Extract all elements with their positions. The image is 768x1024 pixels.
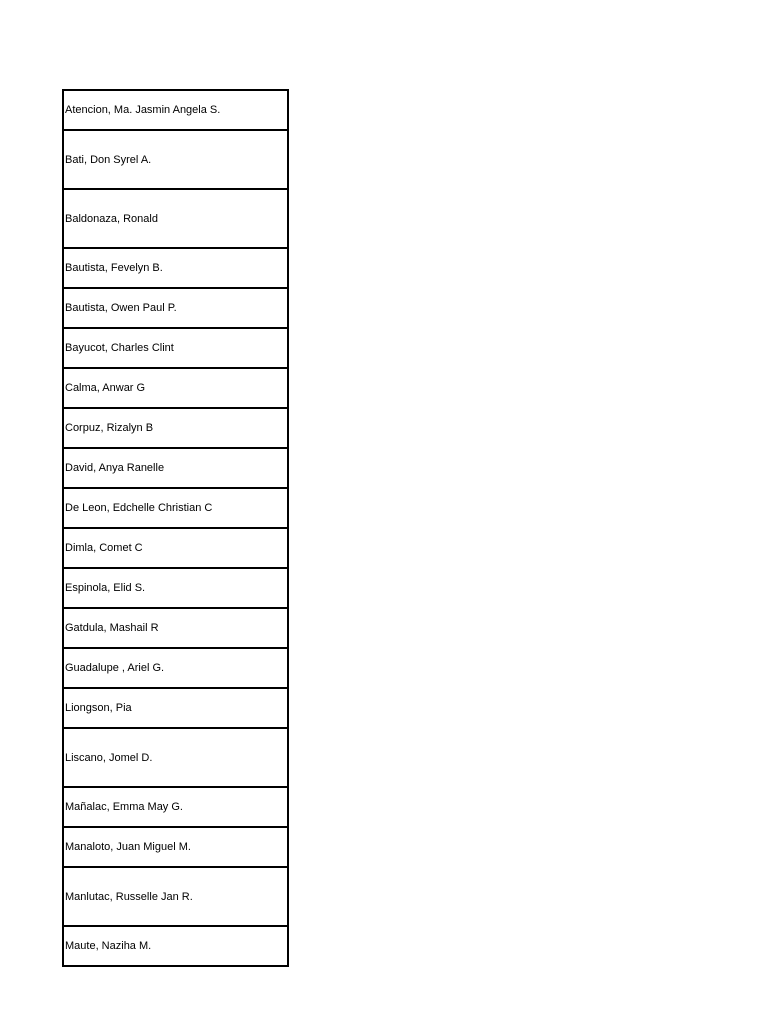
name-cell: Espinola, Elid S. [63, 568, 288, 608]
table-row [63, 90, 288, 130]
table-row [63, 288, 288, 328]
table-row [63, 568, 288, 608]
table-row [63, 248, 288, 288]
name-cell: David, Anya Ranelle [63, 448, 288, 488]
name-cell: Manlutac, Russelle Jan R. [63, 867, 288, 926]
table-row [63, 189, 288, 248]
name-cell: Dimla, Comet C [63, 528, 288, 568]
name-cell: De Leon, Edchelle Christian C [63, 488, 288, 528]
name-cell: Atencion, Ma. Jasmin Angela S. [63, 90, 288, 130]
table-row [63, 688, 288, 728]
name-cell: Gatdula, Mashail R [63, 608, 288, 648]
table-row [63, 488, 288, 528]
table-row [63, 926, 288, 966]
table-row [63, 827, 288, 867]
name-cell: Maute, Naziha M. [63, 926, 288, 966]
table-row [63, 408, 288, 448]
name-cell: Guadalupe , Ariel G. [63, 648, 288, 688]
table-row [63, 648, 288, 688]
name-cell: Bayucot, Charles Clint [63, 328, 288, 368]
name-cell: Corpuz, Rizalyn B [63, 408, 288, 448]
table-row [63, 728, 288, 787]
name-table [62, 89, 289, 967]
table-row [63, 867, 288, 926]
table-row [63, 130, 288, 189]
table-row [63, 608, 288, 648]
table-row [63, 448, 288, 488]
name-table-container [62, 89, 289, 952]
name-cell: Bautista, Fevelyn B. [63, 248, 288, 288]
table-row [63, 328, 288, 368]
name-cell: Liongson, Pia [63, 688, 288, 728]
table-row [63, 368, 288, 408]
name-cell: Manaloto, Juan Miguel M. [63, 827, 288, 867]
name-cell: Calma, Anwar G [63, 368, 288, 408]
name-cell: Bautista, Owen Paul P. [63, 288, 288, 328]
name-cell: Bati, Don Syrel A. [63, 130, 288, 189]
name-cell: Baldonaza, Ronald [63, 189, 288, 248]
name-cell: Mañalac, Emma May G. [63, 787, 288, 827]
name-cell: Liscano, Jomel D. [63, 728, 288, 787]
table-row [63, 528, 288, 568]
table-row [63, 787, 288, 827]
